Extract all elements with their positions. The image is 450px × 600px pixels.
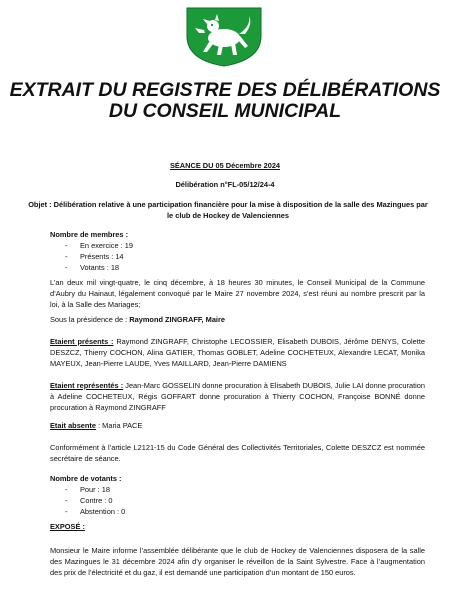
president-name: Raymond ZINGRAFF, Maire [129,315,225,324]
votants-list [50,484,425,517]
absente-text: : Maria PACE [96,421,143,430]
document-title-line-1: EXTRAIT DU REGISTRE DES DÉLIBÉRATIONS [9,79,441,101]
list-item: - En exercice : 19 [65,240,425,251]
coat-of-arms-icon [185,6,263,68]
deliberation-subject: Objet : Délibération relative à une participation financière pour la mise à disposition de la salle des Mazingues par le club de Hockey de Valenciennes [28,200,428,220]
votants-section [50,473,425,517]
deliberation-number: Délibération n°FL-05/12/24-4 [175,180,275,189]
presidence-line [50,314,425,325]
expose-label: EXPOSÉ : [50,522,85,531]
expose-heading [50,521,425,532]
representes-paragraph [50,380,425,413]
representes-label: Etaient représentés : [50,381,124,390]
list-item: - Contre : 0 [65,495,425,506]
membres-label: Nombre de membres : [50,230,129,239]
secretaire-paragraph: Conformément à l’article L2121-15 du Code Général des Collectivités Territoriales, Colette DESZCZ est nommée secrétaire de séance. [50,443,425,463]
membres-list [50,240,425,273]
seance-date: SÉANCE DU 05 Décembre 2024 [169,161,281,170]
absente-label: Etait absente [50,421,97,430]
expose-paragraph: Monsieur le Maire informe l’assemblée délibérante que le club de Hockey de Valenciennes disposera de la salle des Mazingues le 31 décembre 2024 afin d’y organiser le réveillon de la Saint Sylvestre. Face à l’augmentation des prix de l’électricité et du gaz, il est demandé une participation d’un montant de 150 euros. [50,546,425,577]
list-item: - Votants : 18 [65,262,425,273]
absente-line [50,420,425,431]
list-item: - Présents : 14 [65,251,425,262]
presidence-prefix: Sous la présidence de : [50,315,130,324]
intro-paragraph: L’an deux mil vingt-quatre, le cinq décembre, à 18 heures 30 minutes, le Conseil Municipal de la Commune d’Aubry du Hainaut, légalement convoqué par le Maire 27 novembre 2024, s’est réuni au nombre prescrit par la loi, à la Salle des Mariages; [50,278,425,309]
votants-label: Nombre de votants : [50,474,122,483]
presents-text: Raymond ZINGRAFF, Christophe LECOSSIER, Elisabeth DUBOIS, Jérôme DENYS, Colette DESZCZ, Thierry COCHON, Alina GATIER, Thomas GOBLET, Adeline COCHETEUX, Alexandre LECAT, Monika MAYEUX, Jean-Pierre LAUDE, Yves MAILLARD, Jean-Pierre DAMIENS [50,337,425,368]
list-item: - Abstention : 0 [65,506,425,517]
representes-text: Jean-Marc GOSSELIN donne procuration à Elisabeth DUBOIS, Julie LAI donne procuration à Adeline COCHETEUX, Régis GOFFART donne procuration à Thierry COCHON, Françoise BONNÉ donne procuration à Raymond ZINGRAFF [50,381,425,412]
list-item: - Pour : 18 [65,484,425,495]
membres-section [50,229,425,273]
presents-label: Etaient présents : [50,337,114,346]
presents-paragraph [50,336,425,369]
document-title-line-2: DU CONSEIL MUNICIPAL [108,100,342,122]
